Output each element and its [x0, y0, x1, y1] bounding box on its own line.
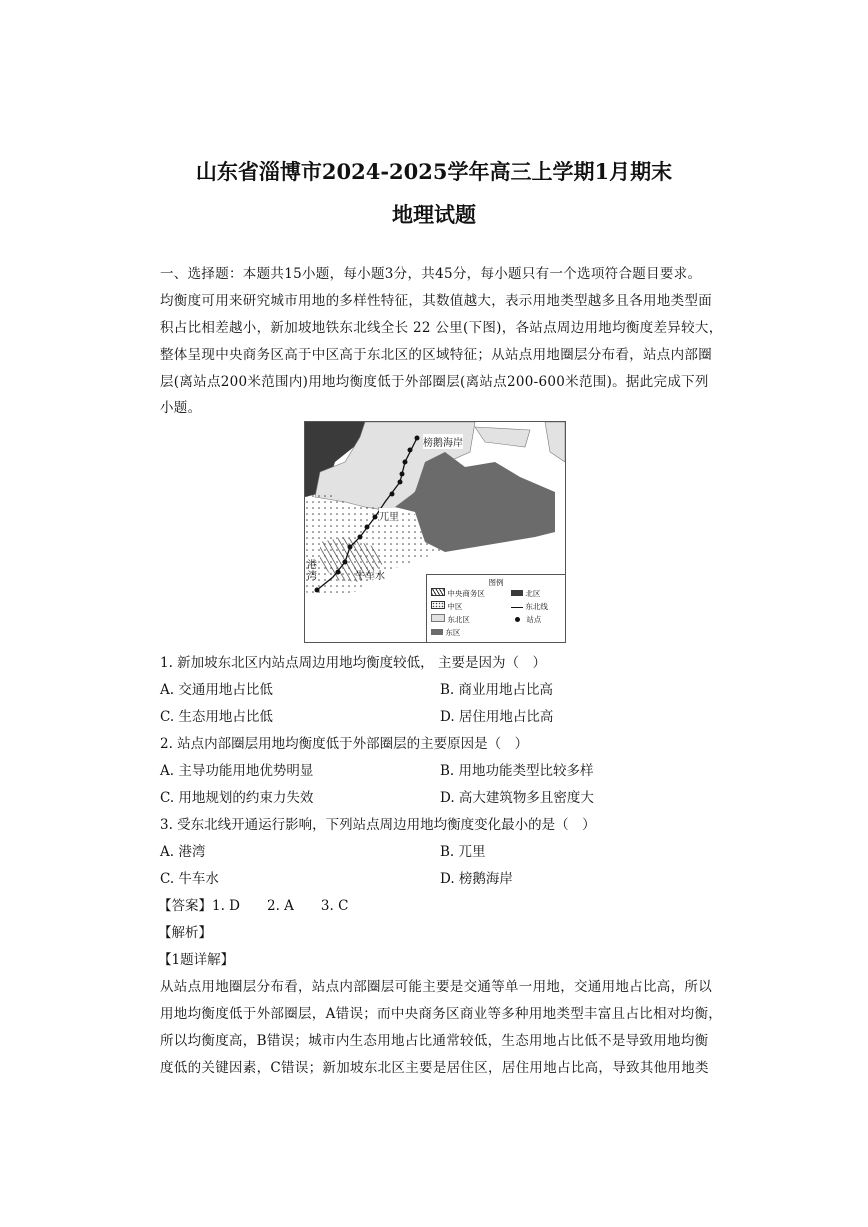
- station-label-mid: 兀里: [379, 508, 399, 523]
- intro-line: 小题。: [160, 400, 202, 416]
- document-subtitle: 地理试题: [392, 202, 476, 227]
- analysis-label: 【解析】: [158, 925, 212, 941]
- intro-line: 层(离站点200米范围内)用地均衡度低于外部圈层(离站点200-600米范围)。据此完成下列: [160, 374, 709, 390]
- question-3-option-d: D. 榜鹅海岸: [440, 871, 513, 887]
- question-3-option-c: C. 牛车水: [160, 871, 219, 887]
- question-1-option-b: B. 商业用地占比高: [440, 682, 554, 698]
- answer-key: 【答案】1. D 2. A 3. C: [158, 898, 349, 914]
- legend-central: 中区: [431, 601, 511, 612]
- detail-line: 用地均衡度低于外部圈层，A错误；而中央商务区商业等多种用地类型丰富且占比相对均衡，: [160, 1006, 723, 1022]
- question-1-option-a: A. 交通用地占比低: [160, 682, 273, 698]
- legend-line: 东北线: [511, 601, 566, 612]
- document-title: 山东省淄博市2024-2025学年高三上学期1月期末: [195, 159, 673, 184]
- map-legend: [426, 574, 566, 643]
- question-3-option-a: A. 港湾: [160, 844, 206, 860]
- legend-title: 图例: [488, 578, 504, 587]
- station-label-punggol: 榜鹅海岸: [423, 434, 463, 449]
- label-chinatown: 牛车水: [355, 571, 385, 582]
- question-2-stem: 2. 站点内部圈层用地均衡度低于外部圈层的主要原因是（ ）: [160, 736, 529, 752]
- question-3-option-b: B. 兀里: [440, 844, 486, 860]
- subway-map: [304, 421, 566, 643]
- question-2-option-c: C. 用地规划的约束力失效: [160, 790, 314, 806]
- detail-line: 度低的关键因素，C错误；新加坡东北区主要是居住区，居住用地占比高，导致其他用地类: [160, 1060, 709, 1076]
- question-3-stem: 3. 受东北线开通运行影响，下列站点周边用地均衡度变化最小的是（ ）: [160, 817, 596, 833]
- question-2-option-d: D. 高大建筑物多且密度大: [440, 790, 594, 806]
- question-1-stem: 1. 新加坡东北区内站点周边用地均衡度较低， 主要是因为（ ）: [160, 655, 546, 671]
- detail-line: 从站点用地圈层分布看，站点内部圈层可能主要是交通等单一用地，交通用地占比高，所以: [160, 979, 712, 995]
- detail-line: 所以均衡度高，B错误；城市内生态用地占比通常较低，生态用地占比低不是导致用地均衡: [160, 1033, 709, 1049]
- intro-line: 整体呈现中央商务区高于中区高于东北区的区域特征；从站点用地圈层分布看，站点内部圈: [160, 347, 712, 363]
- legend-east: 东区: [431, 627, 511, 638]
- intro-line: 一、选择题：本题共15小题，每小题3分，共45分，每小题只有一个选项符合题目要求。: [160, 266, 702, 282]
- question-1-option-c: C. 生态用地占比低: [160, 709, 273, 725]
- legend-cbd: 中央商务区: [431, 588, 511, 599]
- intro-line: 均衡度可用来研究城市用地的多样性特征，其数值越大，表示用地类型越多且各用地类型面: [160, 293, 712, 309]
- question-1-option-d: D. 居住用地占比高: [440, 709, 554, 725]
- intro-line: 积占比相差越小，新加坡地铁东北线全长 22 公里(下图)，各站点周边用地均衡度差异较大，: [160, 320, 723, 336]
- legend-north: 北区: [511, 588, 566, 599]
- question-2-option-b: B. 用地功能类型比较多样: [440, 763, 594, 779]
- station-label-harbourfront: 港湾: [307, 560, 317, 582]
- legend-northeast: 东北区: [431, 614, 511, 625]
- detail-label: 【1题详解】: [158, 952, 235, 968]
- legend-station: 站点: [511, 614, 566, 625]
- question-2-option-a: A. 主导功能用地优势明显: [160, 763, 314, 779]
